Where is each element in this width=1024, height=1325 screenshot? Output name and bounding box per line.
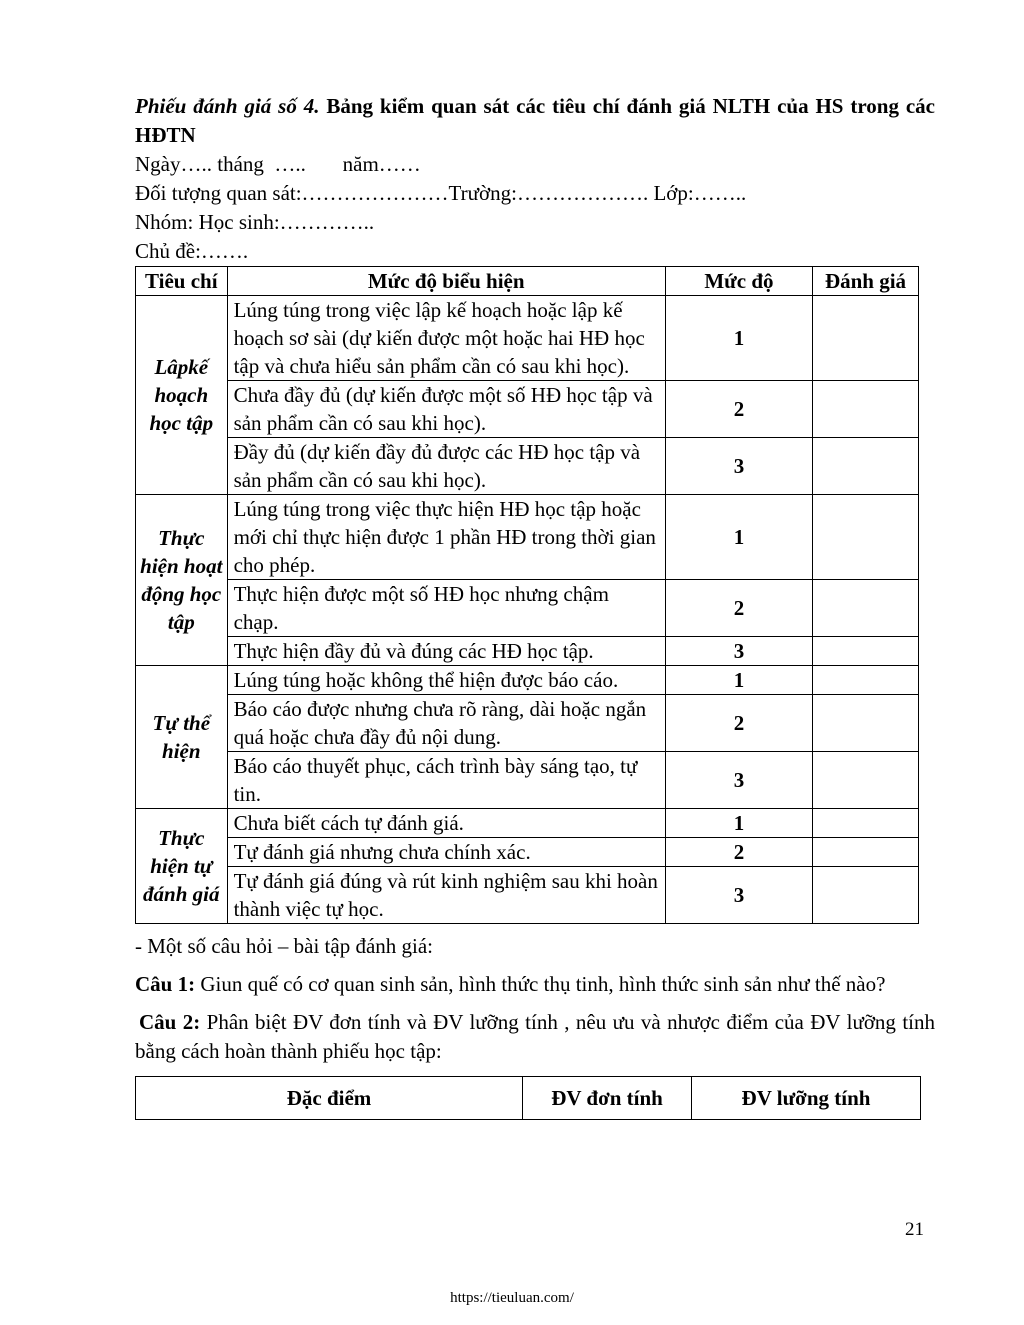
table-row (136, 438, 919, 495)
table-row (136, 695, 919, 752)
question-2-text: Phân biệt ĐV đơn tính và ĐV lưỡng tính , nêu ưu và nhược điểm của ĐV lưỡng tính bằng cách hoàn thành phiếu học tập: (135, 1010, 935, 1063)
evaluation-cell[interactable] (813, 867, 919, 924)
table-row (136, 495, 919, 580)
evaluation-cell[interactable] (813, 495, 919, 580)
header-level: Mức độ (665, 267, 812, 296)
evaluation-cell[interactable] (813, 752, 919, 809)
questions-intro: - Một số câu hỏi – bài tập đánh giá: (135, 934, 434, 958)
form-heading-label: Phiếu đánh giá số 4. (135, 94, 320, 118)
evaluation-cell[interactable] (813, 296, 919, 381)
header-hermaphrodite: ĐV lưỡng tính (692, 1077, 921, 1120)
date-line: Ngày….. tháng ….. năm…… (135, 152, 421, 176)
evaluation-cell[interactable] (813, 838, 919, 867)
level-description: Chưa biết cách tự đánh giá. (227, 809, 665, 838)
criterion-name: Tự thể hiện (136, 666, 228, 809)
page-number: 21 (905, 1219, 924, 1240)
document-page (135, 92, 935, 1120)
level-value: 1 (665, 296, 812, 381)
level-value: 3 (665, 637, 812, 666)
table-header-row (136, 267, 919, 296)
group-line: Nhóm: Học sinh:………….. (135, 210, 375, 234)
form-heading-title: Bảng kiểm quan sát các tiêu chí đánh giá NLTH của HS trong các HĐTN (135, 94, 935, 147)
header-dioecious: ĐV đơn tính (523, 1077, 692, 1120)
level-value: 1 (665, 809, 812, 838)
footer-url[interactable]: https://tieuluan.com/ (450, 1290, 574, 1306)
criteria-table (135, 266, 919, 924)
level-description: Lúng túng trong việc lập kế hoạch hoặc lập kế hoạch sơ sài (dự kiến được một hoặc hai HĐ học tập và chưa hiểu sản phẩm cần có sau khi học). (227, 296, 665, 381)
level-description: Tự đánh giá nhưng chưa chính xác. (227, 838, 665, 867)
level-description: Thực hiện được một số HĐ học nhưng chậm chạp. (227, 580, 665, 637)
level-value: 2 (665, 838, 812, 867)
level-description: Chưa đầy đủ (dự kiến được một số HĐ học tập và sản phẩm cần có sau khi học). (227, 381, 665, 438)
evaluation-cell[interactable] (813, 580, 919, 637)
table-row (136, 666, 919, 695)
question-2-label: Câu 2: (139, 1010, 201, 1034)
header-description: Mức độ biểu hiện (227, 267, 665, 296)
level-value: 2 (665, 695, 812, 752)
table-row (136, 867, 919, 924)
evaluation-cell[interactable] (813, 438, 919, 495)
evaluation-cell[interactable] (813, 666, 919, 695)
level-description: Thực hiện đầy đủ và đúng các HĐ học tập. (227, 637, 665, 666)
subject-line: Đối tượng quan sát:…………………Trường:………………. Lớp:…….. (135, 181, 747, 205)
header-criteria: Tiêu chí (136, 267, 228, 296)
level-description: Đầy đủ (dự kiến đầy đủ được các HĐ học tập và sản phẩm cần có sau khi học). (227, 438, 665, 495)
table-row (136, 752, 919, 809)
level-description: Báo cáo được nhưng chưa rõ ràng, dài hoặc ngắn quá hoặc chưa đầy đủ nội dung. (227, 695, 665, 752)
evaluation-cell[interactable] (813, 381, 919, 438)
comparison-table (135, 1076, 921, 1120)
level-description: Báo cáo thuyết phục, cách trình bày sáng tạo, tự tin. (227, 752, 665, 809)
header-feature: Đặc điểm (136, 1077, 523, 1120)
level-value: 3 (665, 867, 812, 924)
level-value: 3 (665, 438, 812, 495)
evaluation-cell[interactable] (813, 695, 919, 752)
criterion-name: Lâpkế hoạch học tập (136, 296, 228, 495)
table-row (136, 809, 919, 838)
question-1-label: Câu 1: (135, 972, 196, 996)
table-row (136, 296, 919, 381)
level-value: 1 (665, 666, 812, 695)
table-row (136, 637, 919, 666)
level-value: 2 (665, 381, 812, 438)
level-value: 2 (665, 580, 812, 637)
evaluation-cell[interactable] (813, 809, 919, 838)
level-value: 3 (665, 752, 812, 809)
criterion-name: Thực hiện tự đánh giá (136, 809, 228, 924)
level-description: Lúng túng hoặc không thể hiện được báo cáo. (227, 666, 665, 695)
question-1 (135, 970, 935, 999)
criterion-name: Thực hiện hoạt động học tập (136, 495, 228, 666)
question-1-text: Giun quế có cơ quan sinh sản, hình thức thụ tinh, hình thức sinh sản như thế nào? (195, 972, 886, 996)
evaluation-cell[interactable] (813, 637, 919, 666)
table-row (136, 838, 919, 867)
level-description: Tự đánh giá đúng và rút kinh nghiệm sau khi hoàn thành việc tự học. (227, 867, 665, 924)
question-2 (135, 1008, 935, 1066)
form-heading (135, 92, 935, 150)
level-value: 1 (665, 495, 812, 580)
header-evaluation: Đánh giá (813, 267, 919, 296)
table-row (136, 580, 919, 637)
topic-line: Chủ đề:……. (135, 239, 249, 263)
comparison-header-row (136, 1077, 921, 1120)
level-description: Lúng túng trong việc thực hiện HĐ học tập hoặc mới chỉ thực hiện được 1 phần HĐ trong thời gian cho phép. (227, 495, 665, 580)
table-row (136, 381, 919, 438)
